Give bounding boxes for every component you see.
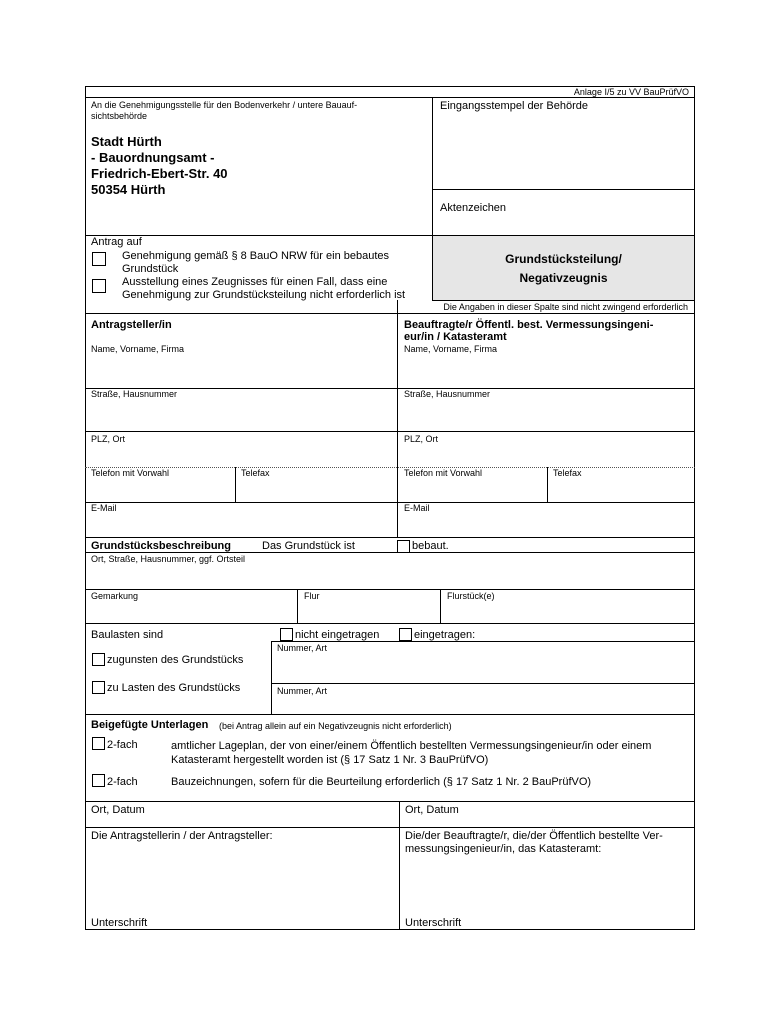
property-bebaut-checkbox[interactable] bbox=[397, 540, 410, 553]
baulasten-registered-label: eingetragen: bbox=[414, 629, 476, 641]
attachment-1-checkbox[interactable] bbox=[92, 737, 105, 750]
right-signer-label: Die/der Beauftragte/r, die/der Öffentlich bestellte Ver- messungsingenieur/in, das Katasteramt: bbox=[405, 830, 663, 855]
attachments-note: (bei Antrag allein auf ein Negativzeugnis nicht erforderlich) bbox=[219, 721, 452, 731]
attachment-2-checkbox[interactable] bbox=[92, 774, 105, 787]
applicant-plz-field[interactable] bbox=[86, 432, 396, 467]
flur-field[interactable] bbox=[298, 590, 440, 623]
surveyor-fax-label: Telefax bbox=[553, 468, 582, 478]
baulasten-not-registered-label: nicht eingetragen bbox=[295, 629, 380, 641]
applicant-fax-field[interactable] bbox=[236, 468, 397, 502]
applicant-fax-label: Telefax bbox=[241, 468, 270, 478]
anlage-reference: Anlage I/5 zu VV BauPrüfVO bbox=[573, 87, 689, 97]
right-place-date-label: Ort, Datum bbox=[405, 804, 459, 816]
recipient-line-1: Stadt Hürth bbox=[91, 134, 162, 149]
surveyor-street-label: Straße, Hausnummer bbox=[404, 389, 491, 399]
attachments-heading: Beigefügte Unterlagen bbox=[91, 719, 209, 731]
flurstueck-field[interactable] bbox=[441, 590, 694, 623]
property-location-field[interactable] bbox=[86, 553, 694, 589]
baulasten-registered-checkbox[interactable] bbox=[399, 628, 412, 641]
antrag-option1-label: Genehmigung gemäß § 8 BauO NRW für ein bebautes Grundstück bbox=[122, 250, 390, 275]
property-heading: Grundstücksbeschreibung bbox=[91, 540, 231, 552]
baulasten-against-checkbox[interactable] bbox=[92, 681, 105, 694]
baulasten-label: Baulasten sind bbox=[91, 629, 164, 641]
applicant-name-label: Name, Vorname, Firma bbox=[91, 344, 185, 354]
surveyor-fax-field[interactable] bbox=[548, 468, 694, 502]
applicant-phone-field[interactable] bbox=[86, 468, 235, 502]
antrag-label: Antrag auf bbox=[91, 236, 142, 248]
antrag-option2-checkbox[interactable] bbox=[92, 279, 106, 293]
applicant-phone-label: Telefon mit Vorwahl bbox=[91, 468, 170, 478]
surveyor-plz-label: PLZ, Ort bbox=[404, 434, 439, 444]
applicant-street-label: Straße, Hausnummer bbox=[91, 389, 178, 399]
attachment-1-count: 2-fach bbox=[107, 739, 138, 751]
right-signature-field[interactable] bbox=[400, 828, 694, 929]
recipient-line-2: - Bauordnungsamt - bbox=[91, 150, 215, 165]
recipient-line-4: 50354 Hürth bbox=[91, 182, 166, 197]
baulasten-number-label-1: Nummer, Art bbox=[277, 643, 328, 653]
property-location-label: Ort, Straße, Hausnummer, ggf. Ortsteil bbox=[91, 554, 246, 564]
property-is-label: Das Grundstück ist bbox=[262, 540, 355, 552]
gemarkung-label: Gemarkung bbox=[91, 591, 139, 601]
baulasten-for-number-field[interactable] bbox=[272, 642, 694, 683]
surveyor-plz-field[interactable] bbox=[398, 432, 694, 467]
flurstueck-label: Flurstück(e) bbox=[447, 591, 495, 601]
baulasten-not-registered-checkbox[interactable] bbox=[280, 628, 293, 641]
aktenzeichen-label: Aktenzeichen bbox=[440, 202, 507, 214]
baulasten-for-label: zugunsten des Grundstücks bbox=[107, 654, 244, 666]
baulasten-number-label-2: Nummer, Art bbox=[277, 686, 328, 696]
left-signature-field[interactable] bbox=[86, 828, 399, 929]
surveyor-phone-field[interactable] bbox=[398, 468, 547, 502]
applicant-street-field[interactable] bbox=[86, 389, 396, 431]
gemarkung-field[interactable] bbox=[86, 590, 297, 623]
optional-column-note: Die Angaben in dieser Spalte sind nicht zwingend erforderlich bbox=[443, 302, 688, 312]
applicant-heading: Antragsteller/in bbox=[91, 319, 172, 331]
stamp-label: Eingangsstempel der Behörde bbox=[440, 100, 588, 112]
property-bebaut-label: bebaut. bbox=[412, 540, 449, 552]
recipient-line-3: Friedrich-Ebert-Str. 40 bbox=[91, 166, 228, 181]
attachment-2-count: 2-fach bbox=[107, 776, 138, 788]
right-place-date-field[interactable] bbox=[400, 802, 694, 827]
baulasten-against-label: zu Lasten des Grundstücks bbox=[107, 682, 241, 694]
right-signature-label: Unterschrift bbox=[405, 917, 462, 929]
left-place-date-field[interactable] bbox=[86, 802, 399, 827]
surveyor-name-label: Name, Vorname, Firma bbox=[404, 344, 498, 354]
left-signer-label: Die Antragstellerin / der Antragsteller: bbox=[91, 830, 273, 842]
surveyor-heading: Beauftragte/r Öffentl. best. Vermessungsingeni- eur/in / Katasteramt bbox=[404, 319, 654, 343]
applicant-plz-label: PLZ, Ort bbox=[91, 434, 126, 444]
surveyor-email-label: E-Mail bbox=[404, 503, 430, 513]
antrag-option1-checkbox[interactable] bbox=[92, 252, 106, 266]
application-form bbox=[85, 86, 695, 930]
surveyor-phone-label: Telefon mit Vorwahl bbox=[404, 468, 483, 478]
attachment-1-text: amtlicher Lageplan, der von einer/einem Öffentlich bestellten Vermessungsingenieur/in oder einem Katasteramt hergestellt worden ist (§ 17 Satz 1 Nr. 3 BauPrüfVO) bbox=[171, 740, 652, 766]
baulasten-for-checkbox[interactable] bbox=[92, 653, 105, 666]
baulasten-against-number-field[interactable] bbox=[272, 684, 694, 714]
surveyor-email-field[interactable] bbox=[398, 503, 694, 537]
applicant-email-label: E-Mail bbox=[91, 503, 117, 513]
attachment-2-text: Bauzeichnungen, sofern für die Beurteilung erforderlich (§ 17 Satz 1 Nr. 2 BauPrüfVO) bbox=[171, 776, 592, 788]
surveyor-street-field[interactable] bbox=[398, 389, 694, 431]
recipient-address bbox=[91, 134, 228, 198]
left-place-date-label: Ort, Datum bbox=[91, 804, 145, 816]
antrag-option2-label: Ausstellung eines Zeugnisses für einen Fall, dass eine Genehmigung zur Grundstücksteilung nicht erforderlich ist bbox=[122, 276, 406, 301]
recipient-caption: An die Genehmigungsstelle für den Bodenverkehr / untere Bauauf- sichtsbehörde bbox=[91, 100, 358, 121]
form-title: Grundstücksteilung/ Negativzeugnis bbox=[505, 252, 622, 285]
surveyor-name-field[interactable] bbox=[398, 342, 694, 388]
left-signature-label: Unterschrift bbox=[91, 917, 148, 929]
applicant-email-field[interactable] bbox=[86, 503, 396, 537]
applicant-name-field[interactable] bbox=[86, 342, 396, 388]
flur-label: Flur bbox=[304, 591, 320, 601]
